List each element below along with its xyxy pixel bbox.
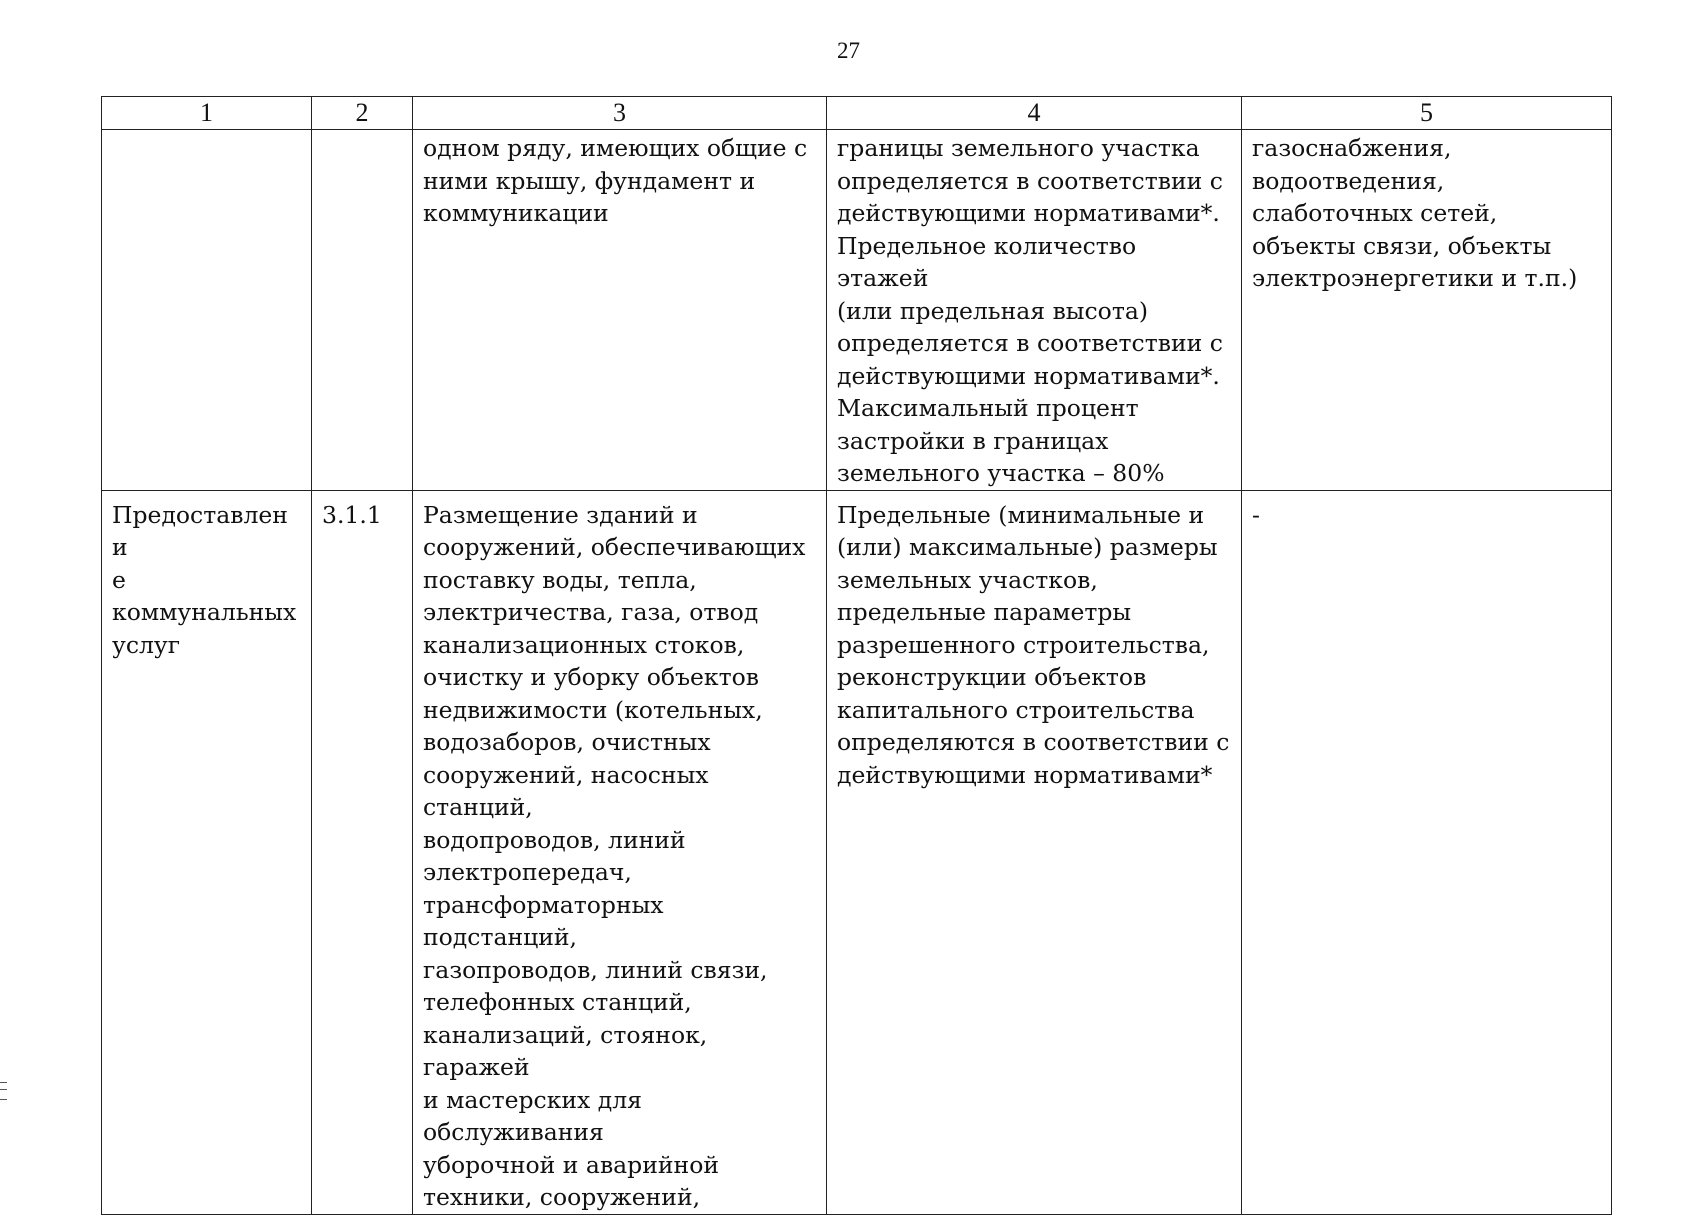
column-header-3: 3 [413,97,827,130]
scan-edge-mark [0,1082,7,1100]
cell-code: 3.1.1 [312,490,413,1214]
column-header-2: 2 [312,97,413,130]
column-header-4: 4 [827,97,1242,130]
column-header-5: 5 [1242,97,1612,130]
regulations-table [101,96,1612,1215]
page-number: 27 [837,38,860,63]
cell-notes: - [1242,490,1612,1214]
cell-code [312,130,413,491]
cell-land-use-name: Предоставлени е коммунальных услуг [102,490,312,1214]
table-header-row [102,97,1612,130]
cell-description: Размещение зданий и сооружений, обеспечивающих поставку воды, тепла, электричества, газа, отвод канализационных стоков, очистку и уборку объектов недвижимости (котельных, водозаборов, очистных сооружений, насосных станций, водопроводов, линий электропередач, трансформаторных подстанций, газопроводов, линий связи, телефонных станций, канализаций, стоянок, гаражей и мастерских для обслуживания уборочной и аварийной техники, сооружений, [413,490,827,1214]
cell-land-use-name [102,130,312,491]
cell-parameters: границы земельного участка определяется в соответствии с действующими нормативами*. Предельное количество этажей (или предельная высота) определяется в соответствии с действующими нормативами*. Максимальный процент застройки в границах земельного участка – 80% [827,130,1242,491]
table-row [102,130,1612,491]
table-row [102,490,1612,1214]
cell-description: одном ряду, имеющих общие с ними крышу, фундамент и коммуникации [413,130,827,491]
cell-parameters: Предельные (минимальные и (или) максимальные) размеры земельных участков, предельные параметры разрешенного строительства, реконструкции объектов капитального строительства определяются в соответствии с действующими нормативами* [827,490,1242,1214]
cell-notes: газоснабжения, водоотведения, слаботочных сетей, объекты связи, объекты электроэнергетики и т.п.) [1242,130,1612,491]
column-header-1: 1 [102,97,312,130]
